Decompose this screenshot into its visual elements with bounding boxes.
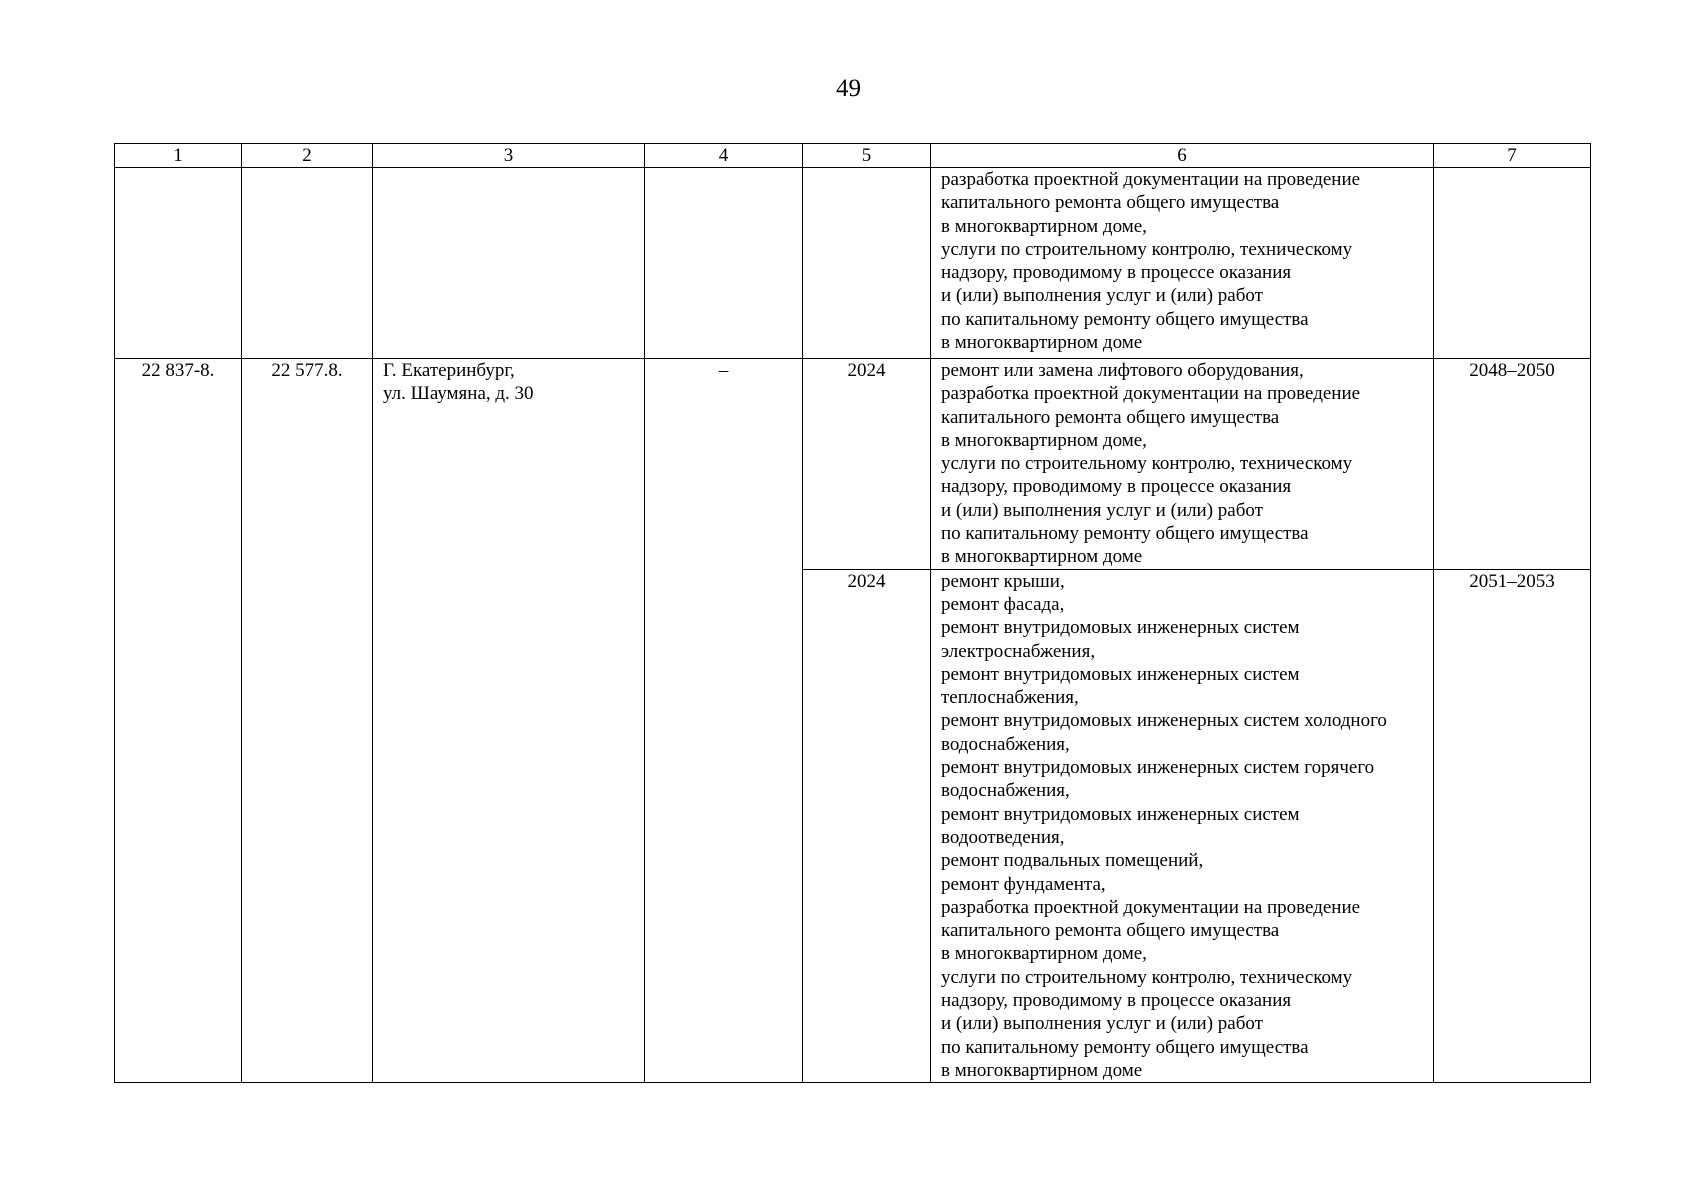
table-row-entry: [115, 359, 1591, 570]
column-header-2: 2: [242, 144, 373, 168]
works-line: в многоквартирном доме: [941, 332, 1143, 354]
works-line: услуги по строительному контролю, техническому: [941, 453, 1353, 475]
works-line: ремонт внутридомовых инженерных систем: [941, 617, 1300, 639]
works-line: водоснабжения,: [941, 780, 1070, 802]
cell-period: [1434, 168, 1591, 359]
cell-works: [931, 569, 1434, 1083]
cell-address: [373, 359, 645, 1083]
works-line: в многоквартирном доме,: [941, 429, 1147, 451]
works-line: электроснабжения,: [941, 640, 1096, 662]
table-header-row: [115, 144, 1591, 168]
works-line: в многоквартирном доме,: [941, 215, 1147, 237]
works-line: по капитальному ремонту общего имущества: [941, 523, 1309, 545]
works-line: ремонт внутридомовых инженерных систем холодного: [941, 710, 1387, 732]
address-line: Г. Екатеринбург,: [383, 360, 515, 381]
works-line: капитального ремонта общего имущества: [941, 192, 1280, 214]
cell-works: [931, 359, 1434, 570]
works-line: услуги по строительному контролю, техническому: [941, 966, 1353, 988]
works-line: разработка проектной документации на проведение: [941, 383, 1361, 405]
works-line: ремонт фасада,: [941, 593, 1065, 615]
cell-code: [242, 168, 373, 359]
works-line: водоотведения,: [941, 826, 1065, 848]
works-line: теплоснабжения,: [941, 687, 1079, 709]
cell-year: [803, 168, 931, 359]
cell-code: 22 577.8.: [242, 359, 373, 1083]
works-line: ремонт внутридомовых инженерных систем: [941, 663, 1300, 685]
cell-period: 2048–2050: [1434, 359, 1591, 570]
works-line: в многоквартирном доме: [941, 546, 1143, 568]
works-line: в многоквартирном доме: [941, 1059, 1143, 1081]
works-line: по капитальному ремонту общего имущества: [941, 308, 1309, 330]
works-line: ремонт внутридомовых инженерных систем горячего: [941, 757, 1375, 779]
cell-period: 2051–2053: [1434, 569, 1591, 1083]
cell-address: [373, 168, 645, 359]
column-header-3: 3: [373, 144, 645, 168]
cell-year: 2024: [803, 359, 931, 570]
works-line: услуги по строительному контролю, техническому: [941, 238, 1353, 260]
column-header-4: 4: [645, 144, 803, 168]
column-header-5: 5: [803, 144, 931, 168]
column-header-6: 6: [931, 144, 1434, 168]
works-line: ремонт или замена лифтового оборудования,: [941, 360, 1304, 381]
works-line: капитального ремонта общего имущества: [941, 406, 1280, 428]
works-line: и (или) выполнения услуг и (или) работ: [941, 499, 1263, 521]
column-header-7: 7: [1434, 144, 1591, 168]
address-line: ул. Шаумяна, д. 30: [383, 383, 534, 405]
works-line: надзору, проводимому в процессе оказания: [941, 262, 1292, 284]
works-line: и (или) выполнения услуг и (или) работ: [941, 285, 1263, 307]
cell-col4: [645, 168, 803, 359]
works-line: ремонт фундамента,: [941, 873, 1106, 895]
works-line: и (или) выполнения услуг и (или) работ: [941, 1013, 1263, 1035]
works-line: ремонт крыши,: [941, 570, 1065, 592]
cell-col4: –: [645, 359, 803, 1083]
works-line: водоснабжения,: [941, 733, 1070, 755]
cell-number: 22 837-8.: [115, 359, 242, 1083]
works-line: разработка проектной документации на проведение: [941, 169, 1361, 190]
page-number: 49: [836, 75, 861, 102]
cell-year: 2024: [803, 569, 931, 1083]
cell-number: [115, 168, 242, 359]
cell-works: [931, 168, 1434, 359]
works-line: в многоквартирном доме,: [941, 943, 1147, 965]
works-line: разработка проектной документации на проведение: [941, 896, 1361, 918]
works-line: ремонт внутридомовых инженерных систем: [941, 803, 1300, 825]
works-line: надзору, проводимому в процессе оказания: [941, 990, 1292, 1012]
works-line: по капитальному ремонту общего имущества: [941, 1036, 1309, 1058]
works-line: ремонт подвальных помещений,: [941, 850, 1204, 872]
column-header-1: 1: [115, 144, 242, 168]
works-line: надзору, проводимому в процессе оказания: [941, 476, 1292, 498]
capital-repair-table: [114, 143, 1591, 1083]
table-row-continuation: [115, 168, 1591, 359]
works-line: капитального ремонта общего имущества: [941, 920, 1280, 942]
